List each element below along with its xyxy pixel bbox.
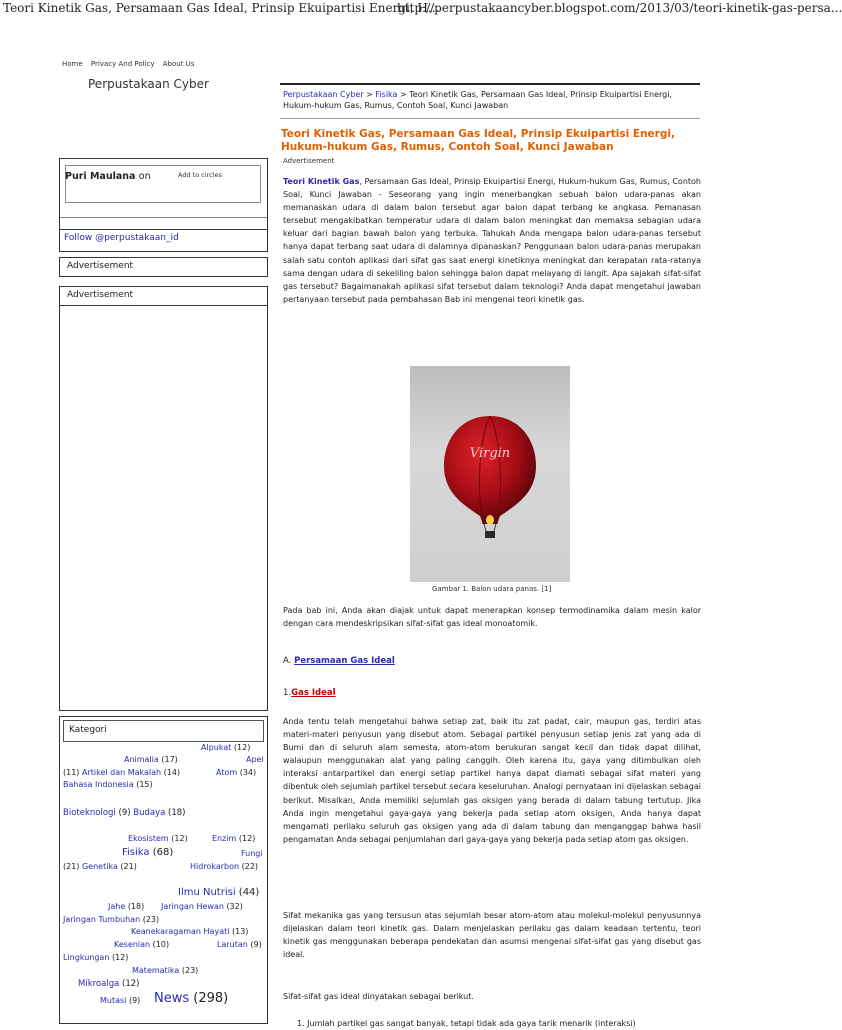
category-widget [59, 716, 268, 1024]
category-link[interactable]: Matematika (23) [132, 966, 199, 975]
intro-keyword-link[interactable]: Teori Kinetik Gas [283, 177, 360, 186]
category-link[interactable]: Bahasa Indonesia (15) [63, 780, 153, 789]
figure-caption: Gambar 1. Balon udara panas. [1] [432, 585, 552, 593]
paragraph: Anda tentu telah mengetahui bahwa setiap zat, baik itu zat padat, cair, maupun gas, terdiri atas materi-materi penyusun yang disebut atom. Sebagai partikel penyusun setiap jenis zat yang ada di Bumi dan di seluruh alam semesta, atom-atom berukuran sangat kecil dan tidak dapat dilihat, walaupun menggunakan alat yang paling canggih. Oleh karena itu, gaya yang ditimbulkan oleh interaksi antarpartikel dan energi setiap partikel hanya dapat diamati sebagai sifat materi yang dibentuk oleh sejumlah partikel tersebut secara keseluruhan. Analogi pernyataan ini dijelaskan sebagai berikut. Misalkan, Anda memiliki sejumlah gas oksigen yang berada di dalam tabung tertutup. Jika Anda ingin mengetahui gaya-gaya yang bekerja pada setiap atom oksigen, Anda hanya dapat mengamati perilaku seluruh gas oksigen yang ada di dalam tabung dan menganggap bahwa hasil pengamatan Anda sebagai penjumlahan dari gaya-gaya yang bekerja pada setiap atom gas oksigen. [283, 717, 701, 844]
breadcrumb [283, 89, 693, 111]
print-page-url: http://perpustakaancyber.blogspot.com/2013/03/teori-kinetik-gas-persa... [397, 1, 842, 15]
category-link[interactable]: Fungi [241, 849, 263, 858]
category-link[interactable]: Fisika (68) [122, 847, 174, 858]
category-link[interactable]: Jahe (18) [108, 902, 145, 911]
paragraph: Sifat mekanika gas yang tersusun atas sejumlah besar atom-atom atau molekul-molekul penyusunnya dijelaskan dalam teori kinetik gas. Dalam menjelaskan perilaku gas dalam keadaan tertentu, teori kinetik gas menggunakan beberapa pendekatan dan asumsi mengenai sifat-sifat gas yang disebut gas ideal. [283, 911, 701, 960]
category-link[interactable]: News (298) [154, 991, 229, 1006]
category-link[interactable]: (21) Genetika (21) [63, 862, 137, 871]
category-link[interactable]: Larutan (9) [217, 940, 262, 949]
balloon-logo-text: Virgin [469, 446, 511, 461]
list-item: 1. Jumlah partikel gas sangat banyak, tetapi tidak ada gaya tarik menarik (interaksi) [297, 1019, 636, 1028]
profile-divider [60, 217, 267, 218]
category-link[interactable]: Animalia (17) [124, 755, 178, 764]
twitter-follow-link[interactable]: Follow @perpustakaan_id [59, 230, 268, 252]
category-link[interactable]: Jaringan Tumbuhan (23) [63, 915, 160, 924]
category-link[interactable]: Hidrokarbon (22) [190, 862, 259, 871]
post-advertisement-label: Advertisement [283, 157, 335, 165]
author-on-label: on [138, 171, 151, 182]
author-profile-widget [59, 158, 268, 230]
post-title[interactable]: Teori Kinetik Gas, Persamaan Gas Ideal, Prinsip Ekuipartisi Energi, Hukum-hukum Gas, Rumus, Contoh Soal, Kunci Jawaban [281, 128, 675, 153]
sidebar-advertisement-header-1: Advertisement [59, 257, 268, 277]
category-link[interactable]: Enzim (12) [212, 834, 256, 843]
gas-ideal-link[interactable]: Gas Ideal [291, 688, 336, 698]
print-page-title: Teori Kinetik Gas, Persamaan Gas Ideal, Prinsip Ekuipartisi Energi, H... [3, 1, 440, 15]
category-link[interactable]: Apel [246, 755, 264, 764]
category-link[interactable]: Keanekaragaman Hayati (13) [131, 927, 249, 936]
category-link[interactable]: (11) Artikel dan Makalah (14) [63, 768, 181, 777]
category-link[interactable]: Lingkungan (12) [63, 953, 129, 962]
breadcrumb-home-link[interactable]: Perpustakaan Cyber [283, 90, 364, 99]
category-link[interactable]: Ekosistem (12) [128, 834, 188, 843]
intro-text: , Persamaan Gas Ideal, Prinsip Ekuipartisi Energi, Hukum-hukum Gas, Rumus, Contoh Soal, Kunci Jawaban - Seseorang yang ingin menerbangkan sebuah balon udara-panas akan memanaskan udara di dalam balon tersebut agar balon dapat terbang ke angkasa. Pemanasan tersebut mengakibatkan temperatur udara di dalam balon meningkat dan memaksa sebagian udara keluar dari bagian bawah balon yang terbuka. Tahukah Anda mengapa balon udara-panas tersebut hanya dapat terbang saat udara di dalamnya dipanaskan? Penggunaan balon udara-panas merupakan salah satu contoh aplikasi dari sifat gas saat energi kinetiknya meningkat dan kerapatan rata-ratanya sama dengan udara di sekeliling balon sehingga balon dapat melayang di langit. Apa sajakah sifat-sifat gas tersebut? Bagaimanakah aplikasi sifat tersebut dalam teknologi? Anda dapat mengetahui jawaban pertanyaan tersebut pada pembahasan Bab ini mengenai teori kinetik gas. [283, 177, 701, 304]
category-link[interactable]: Mutasi (9) [100, 996, 141, 1005]
hot-air-balloon-image [410, 366, 570, 582]
sidebar-advertisement-header-2: Advertisement [59, 286, 268, 306]
site-title[interactable]: Perpustakaan Cyber [88, 77, 209, 91]
author-name-line [65, 171, 151, 182]
intro-paragraph [283, 175, 701, 306]
content-top-rule [280, 83, 700, 85]
author-name[interactable]: Puri Maulana [65, 171, 136, 182]
section-heading-1 [283, 688, 336, 698]
category-link[interactable]: Atom (34) [216, 768, 257, 777]
nav-home-link[interactable]: Home [62, 60, 83, 68]
nav-about-link[interactable]: About Us [162, 60, 195, 68]
persamaan-gas-ideal-link[interactable]: Persamaan Gas Ideal [294, 656, 395, 666]
category-link[interactable]: Bioteknologi (9) Budaya (18) [63, 808, 186, 818]
section-number: A. [283, 656, 292, 666]
category-link[interactable]: Jaringan Hewan (32) [161, 902, 243, 911]
hot-air-balloon-icon [410, 366, 570, 582]
paragraph: Pada bab ini, Anda akan diajak untuk dapat menerapkan konsep termodinamika dalam mesin kalor dengan cara mendeskripsikan sifat-sifat gas ideal monoatomik. [283, 606, 701, 629]
section-number: 1. [283, 688, 292, 698]
category-link[interactable]: Kesenian (10) [114, 940, 170, 949]
add-to-circles-button[interactable]: Add to circles [178, 171, 222, 179]
breadcrumb-separator: > [400, 90, 407, 99]
breadcrumb-divider [280, 118, 700, 119]
section-heading-a [283, 656, 395, 666]
category-widget-title: Kategori [63, 720, 264, 742]
nav-privacy-link[interactable]: Privacy And Policy [90, 60, 155, 68]
breadcrumb-current: Teori Kinetik Gas, Persamaan Gas Ideal, Prinsip Ekuipartisi Energi, Hukum-hukum Gas, Rumus, Contoh Soal, Kunci Jawaban [283, 90, 673, 110]
category-link[interactable]: Mikroalga (12) [78, 979, 140, 989]
print-header [0, 0, 842, 20]
category-link[interactable]: Alpukat (12) [201, 743, 251, 752]
category-link[interactable]: Ilmu Nutrisi (44) [178, 887, 260, 898]
top-navigation [62, 60, 200, 68]
sidebar-advertisement-area [59, 306, 268, 711]
breadcrumb-separator: > [366, 90, 373, 99]
breadcrumb-category-link[interactable]: Fisika [375, 90, 398, 99]
paragraph: Sifat-sifat gas ideal dinyatakan sebagai berikut. [283, 992, 474, 1001]
